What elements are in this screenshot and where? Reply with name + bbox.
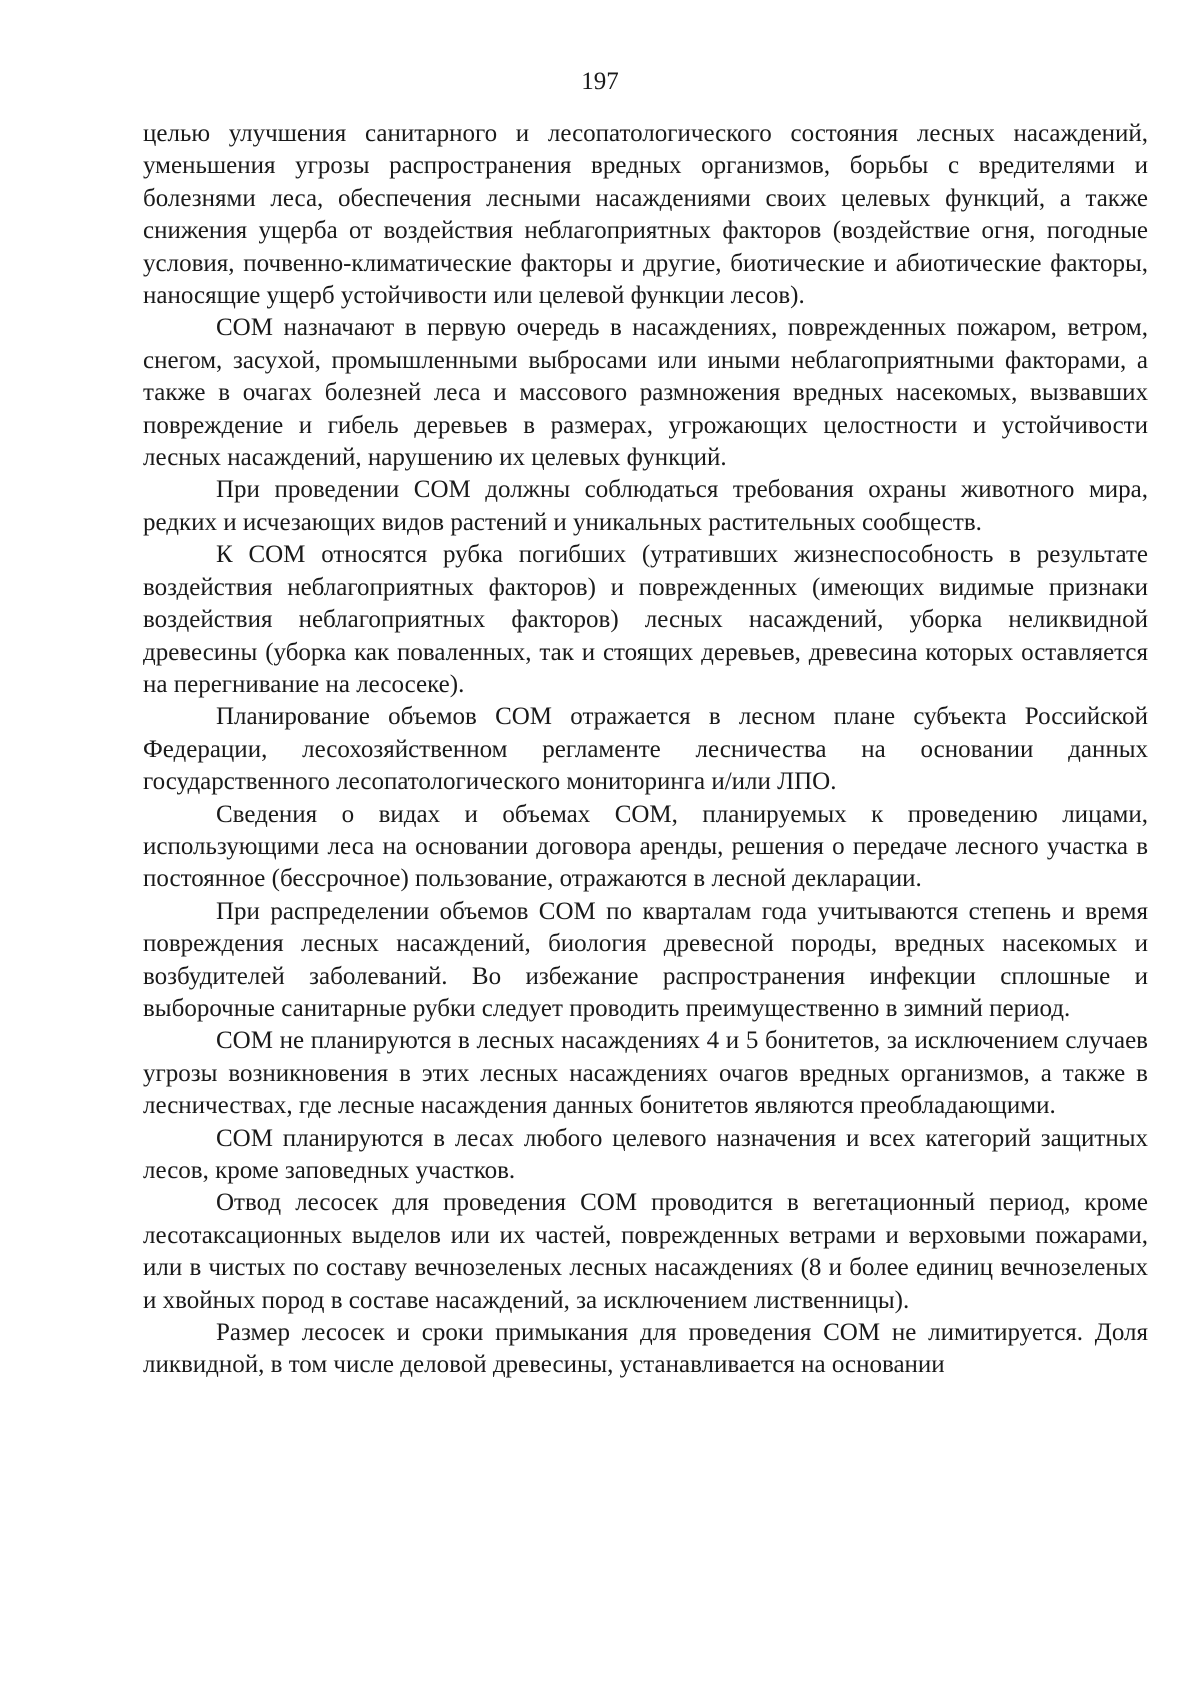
document-body xyxy=(143,118,1148,1382)
paragraph: При проведении СОМ должны соблюдаться требования охраны животного мира, редких и исчезающих видов растений и уникальных растительных сообществ. xyxy=(143,476,1148,536)
paragraph: Сведения о видах и объемах СОМ, планируемых к проведению лицами, использующими леса на основании договора аренды, решения о передаче лесного участка в постоянное (бессрочное) пользование, отражаются в лесной декларации. xyxy=(143,800,1148,893)
paragraph: СОМ планируются в лесах любого целевого назначения и всех категорий защитных лесов, кроме заповедных участков. xyxy=(143,1124,1148,1184)
paragraph: СОМ назначают в первую очередь в насаждениях, поврежденных пожаром, ветром, снегом, засухой, промышленными выбросами или иными неблагоприятными факторами, а также в очагах болезней леса и массового размножения вредных насекомых, вызвавших повреждение и гибель деревьев в размерах, угрожающих целостности и устойчивости лесных насаждений, нарушению их целевых функций. xyxy=(143,314,1148,472)
paragraph: К СОМ относятся рубка погибших (утративших жизнеспособность в результате воздействия неблагоприятных факторов) и поврежденных (имеющих видимые признаки воздействия неблагоприятных факторов) лесных насаждений, уборка неликвидной древесины (уборка как поваленных, так и стоящих деревьев, древесина которых оставляется на перегнивание на лесосеке). xyxy=(143,541,1148,698)
paragraph: Отвод лесосек для проведения СОМ проводится в вегетационный период, кроме лесотаксационных выделов или их частей, поврежденных ветрами и верховыми пожарами, или в чистых по составу вечнозеленых лесных насаждениях (8 и более единиц вечнозеленых и хвойных пород в составе насаждений, за исключением лиственницы). xyxy=(143,1189,1148,1314)
paragraph: При распределении объемов СОМ по кварталам года учитываются степень и время повреждения лесных насаждений, биология древесной породы, вредных насекомых и возбудителей заболеваний. Во избежание распространения инфекции сплошные и выборочные санитарные рубки следует проводить преимущественно в зимний период. xyxy=(143,897,1148,1022)
page-number: 197 xyxy=(581,68,619,95)
paragraph-continuation: целью улучшения санитарного и лесопатологического состояния лесных насаждений, уменьшения угрозы распространения вредных организмов, борьбы с вредителями и болезнями леса, обеспечения лесными насаждениями своих целевых функций, а также снижения ущерба от воздействия неблагоприятных факторов (воздействие огня, погодные условия, почвенно-климатические факторы и другие, биотические и абиотические факторы, наносящие ущерб устойчивости или целевой функции лесов). xyxy=(143,120,1148,310)
paragraph: Планирование объемов СОМ отражается в лесном плане субъекта Российской Федерации, лесохозяйственном регламенте лесничества на основании данных государственного лесопатологического мониторинга и/или ЛПО. xyxy=(143,703,1148,796)
paragraph: Размер лесосек и сроки примыкания для проведения СОМ не лимитируется. Доля ликвидной, в том числе деловой древесины, устанавливается на основании xyxy=(143,1319,1148,1379)
paragraph: СОМ не планируются в лесных насаждениях 4 и 5 бонитетов, за исключением случаев угрозы возникновения в этих лесных насаждениях очагов вредных организмов, а также в лесничествах, где лесные насаждения данных бонитетов являются преобладающими. xyxy=(143,1027,1148,1120)
